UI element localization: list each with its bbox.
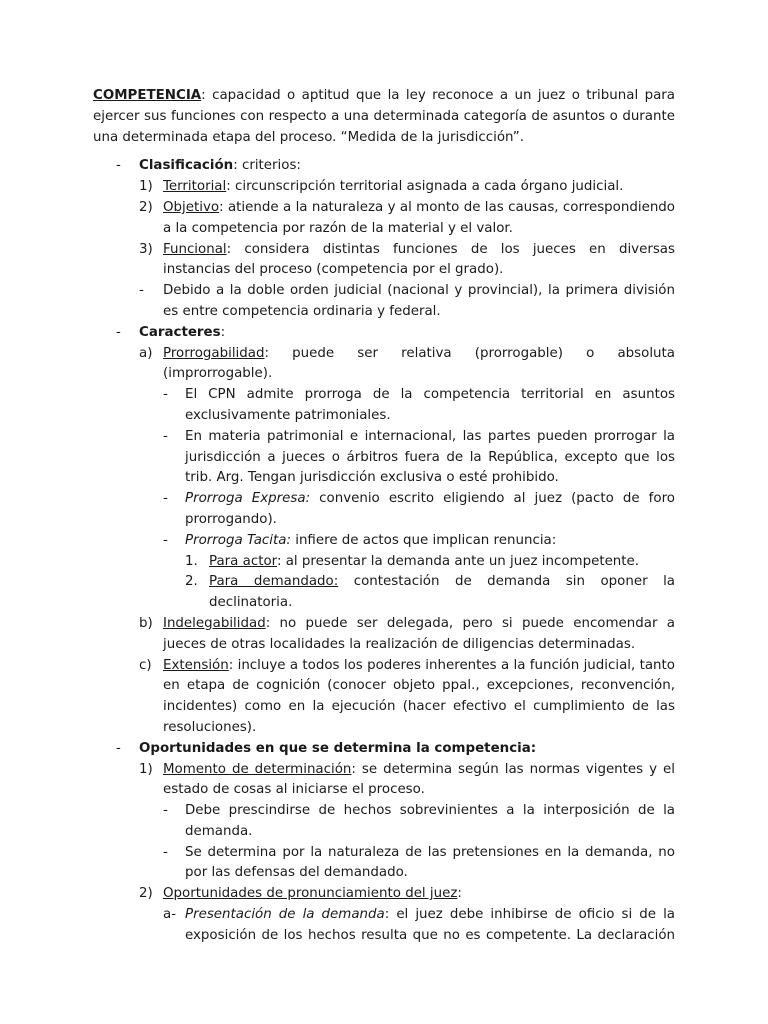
list-marker: a) <box>139 345 153 361</box>
item-text: : considera distintas funciones de los jueces en diversas instancias del proceso (competencia por el grado). <box>163 241 675 278</box>
item-text: Se determina por la naturaleza de las pretensiones en la demanda, no por las defensas del demandado. <box>185 844 675 881</box>
list-item <box>93 281 675 323</box>
item-text: convenio escrito eligiendo al juez (pacto de foro prorrogando). <box>185 491 675 527</box>
list-item <box>93 884 675 905</box>
list-item <box>93 843 675 885</box>
item-term: Extensión <box>163 657 229 673</box>
item-text: infiere de actos que implican renuncia: <box>290 532 557 548</box>
list-item <box>93 905 675 947</box>
item-text: En materia patrimonial e internacional, las partes pueden prorrogar la jurisdicción a jueces o árbitros fuera de la República, excepto que los trib. Arg. Tengan jurisdicción exclusiva o esté prohibido. <box>185 428 675 486</box>
list-marker: 2) <box>139 886 153 902</box>
list-marker: - <box>163 532 168 548</box>
item-text: Debido a la doble orden judicial (nacional y provincial), la primera división es entre competencia ordinaria y federal. <box>163 283 675 319</box>
list-item <box>93 240 675 282</box>
item-term: Prorroga Expresa: <box>185 491 311 507</box>
item-term: Para demandado: <box>209 574 339 590</box>
list-item <box>93 801 675 843</box>
item-text: : al presentar la demanda ante un juez incompetente. <box>276 553 640 569</box>
item-term: Presentación de la demanda <box>185 907 385 923</box>
item-term: Territorial <box>163 179 227 195</box>
section-clasificacion <box>93 156 675 177</box>
list-marker: 1) <box>139 761 153 777</box>
item-term: Funcional <box>163 241 227 257</box>
list-marker: - <box>139 283 144 299</box>
list-item <box>93 489 675 531</box>
item-text: : atiende a la naturaleza y al monto de las causas, correspondiendo a la competencia por razón de la material y el valor. <box>163 199 675 236</box>
item-text: Debe prescindirse de hechos sobrevinientes a la interposición de la demanda. <box>185 803 675 839</box>
list-item <box>93 385 675 427</box>
list-item <box>93 614 675 656</box>
item-term: Indelegabilidad <box>163 615 266 631</box>
item-text: : el juez debe inhibirse de oficio si de la exposición de los hechos resulta que no es competente. La declaración <box>185 907 675 943</box>
item-term: Prorrogabilidad <box>163 345 265 361</box>
item-text: : puede ser relativa (prorrogable) o absoluta (improrrogable). <box>163 345 675 382</box>
list-marker: - <box>163 428 168 444</box>
list-marker: b) <box>139 615 153 631</box>
list-item <box>93 427 675 489</box>
item-term: Para actor <box>209 553 277 569</box>
list-item <box>93 552 675 573</box>
item-text: : <box>457 886 462 902</box>
intro-text: : capacidad o aptitud que la ley reconoce a un juez o tribunal para ejercer sus funciones con respecto a una determinada categoría de asuntos o durante una determinada etapa del proceso. “Medida de la jurisdicción”. <box>93 88 675 145</box>
item-text: : circunscripción territorial asignada a cada órgano judicial. <box>226 179 624 195</box>
item-text: : incluye a todos los poderes inherentes a la función judicial, tanto en etapa de cognición (conocer objeto ppal., excepciones, reconvención, incidentes) como en la ejecución (hacer efectivo el cumplimiento de las resoluciones). <box>163 657 675 735</box>
item-term: Momento de determinación <box>163 761 352 777</box>
section-oportunidades <box>93 739 675 760</box>
document-page <box>93 86 675 947</box>
intro-paragraph <box>93 86 675 148</box>
list-item <box>93 531 675 552</box>
item-term: Oportunidades de pronunciamiento del juez <box>163 886 458 902</box>
item-term: Prorroga Tacita: <box>185 532 291 548</box>
bullet-marker: - <box>116 158 121 174</box>
list-item <box>93 572 675 614</box>
list-marker: 3) <box>139 241 153 257</box>
list-item <box>93 656 675 739</box>
list-item <box>93 760 675 802</box>
list-item <box>93 198 675 240</box>
bullet-marker: - <box>116 740 121 756</box>
item-term: Objetivo <box>163 199 220 215</box>
list-marker: c) <box>139 657 152 673</box>
intro-term: COMPETENCIA <box>93 88 202 103</box>
list-marker: - <box>163 387 168 403</box>
section-title: Oportunidades en que se determina la competencia: <box>139 740 537 756</box>
section-text: : <box>220 324 226 340</box>
list-marker: 1) <box>139 179 153 195</box>
list-marker: - <box>163 844 168 860</box>
item-text: El CPN admite prorroga de la competencia territorial en asuntos exclusivamente patrimoniales. <box>185 387 675 423</box>
list-marker: a- <box>163 907 177 923</box>
list-item <box>93 177 675 198</box>
list-marker: 2. <box>185 574 198 590</box>
bullet-marker: - <box>116 324 121 340</box>
section-title: Caracteres <box>139 324 221 340</box>
list-marker: - <box>163 803 168 819</box>
item-text: contestación de demanda sin oponer la declinatoria. <box>209 574 675 611</box>
list-marker: 1. <box>185 553 198 569</box>
list-item <box>93 344 675 386</box>
section-text: : criterios: <box>233 158 301 174</box>
list-marker: - <box>163 491 168 507</box>
item-text: : no puede ser delegada, pero si puede encomendar a jueces de otras localidades la realización de diligencias determinadas. <box>163 615 675 652</box>
item-text: : se determina según las normas vigentes y el estado de cosas al iniciarse el proceso. <box>163 761 675 798</box>
list-marker: 2) <box>139 199 153 215</box>
section-caracteres <box>93 323 675 344</box>
section-title: Clasificación <box>139 158 234 174</box>
